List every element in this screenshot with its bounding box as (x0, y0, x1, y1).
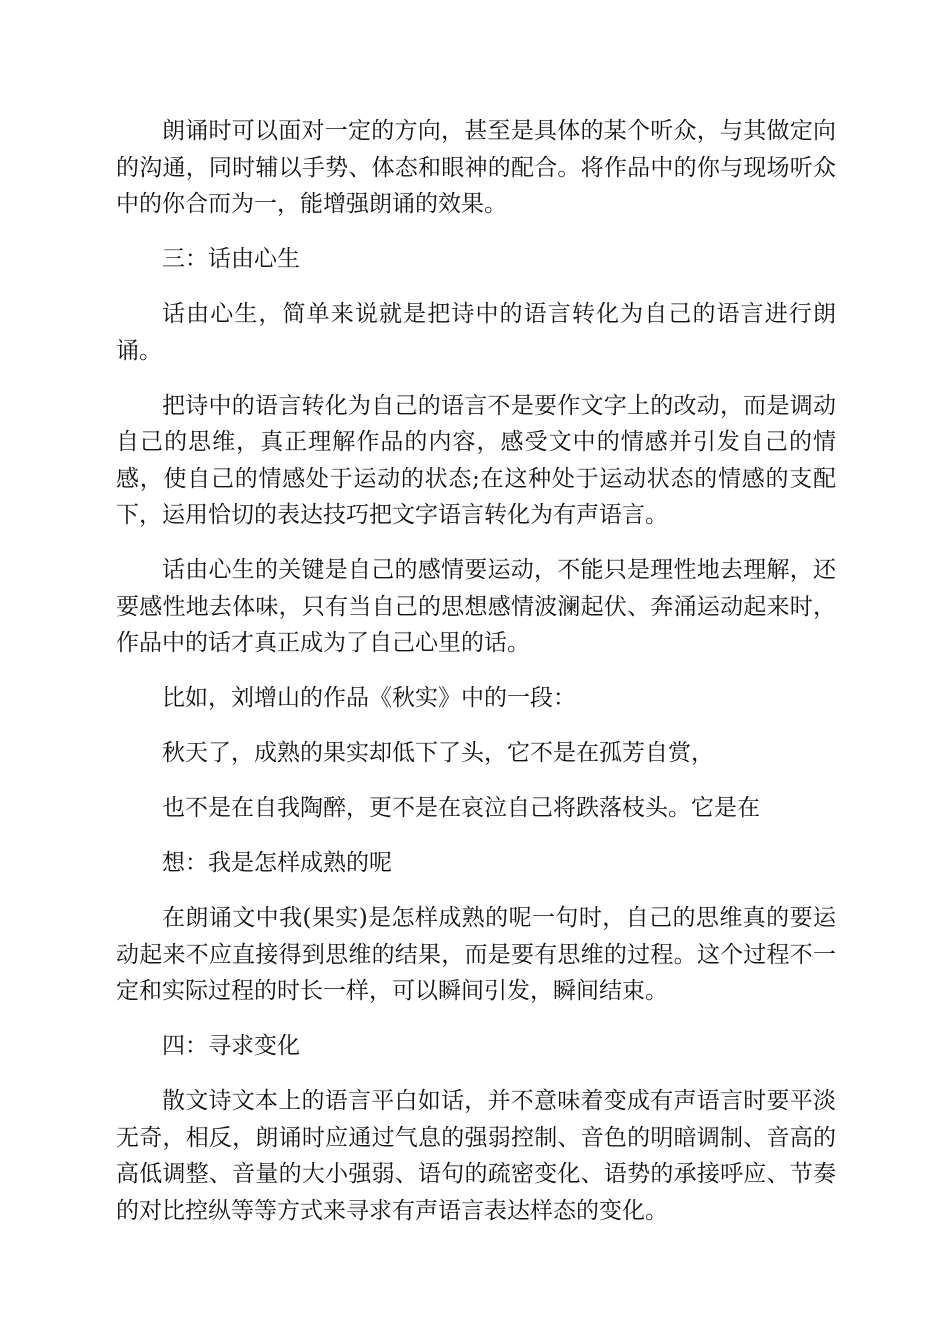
paragraph-thinking-process: 在朗诵文中我(果实)是怎样成熟的呢一句时，自己的思维真的要运动起来不应直接得到思维的结果，而是要有思维的过程。这个过程不一定和实际过程的时长一样，可以瞬间引发，瞬间结束。 (116, 905, 836, 1004)
section-heading-3: 三：话由心生 (162, 246, 300, 272)
paragraph-seeking-change: 散文诗文本上的语言平白如话，并不意味着变成有声语言时要平淡无奇，相反，朗诵时应通过气息的强弱控制、音色的明暗调制、音高的高低调整、音量的大小强弱、语句的疏密变化、语势的承接呼应、节奏的对比控纵等等方式来寻求有声语言表达样态的变化。 (116, 1088, 836, 1224)
paragraph-recitation-direction: 朗诵时可以面对一定的方向，甚至是具体的某个听众，与其做定向的沟通，同时辅以手势、体态和眼神的配合。将作品中的你与现场听众中的你合而为一，能增强朗诵的效果。 (116, 118, 836, 217)
paragraph-emotion-movement: 话由心生的关键是自己的感情要运动，不能只是理性地去理解，还要感性地去体味，只有当自己的思想感情波澜起伏、奔涌运动起来时，作品中的话才真正成为了自己心里的话。 (116, 557, 836, 656)
section-heading-4: 四：寻求变化 (162, 1033, 300, 1059)
quote-line-3: 想：我是怎样成熟的呢 (162, 850, 392, 876)
quote-line-2: 也不是在自我陶醉，更不是在哀泣自己将跌落枝头。它是在 (162, 795, 760, 821)
paragraph-language-conversion: 把诗中的语言转化为自己的语言不是要作文字上的改动，而是调动自己的思维，真正理解作品的内容，感受文中的情感并引发自己的情感，使自己的情感处于运动的状态;在这种处于运动状态的情感的支配下，运用恰切的表达技巧把文字语言转化为有声语言。 (116, 392, 836, 528)
paragraph-example-intro: 比如，刘增山的作品《秋实》中的一段： (162, 685, 576, 711)
document-body (116, 113, 836, 1248)
quote-line-1: 秋天了，成熟的果实却低下了头，它不是在孤芳自赏， (162, 740, 714, 766)
paragraph-speech-from-heart: 话由心生，简单来说就是把诗中的语言转化为自己的语言进行朗诵。 (116, 301, 836, 364)
